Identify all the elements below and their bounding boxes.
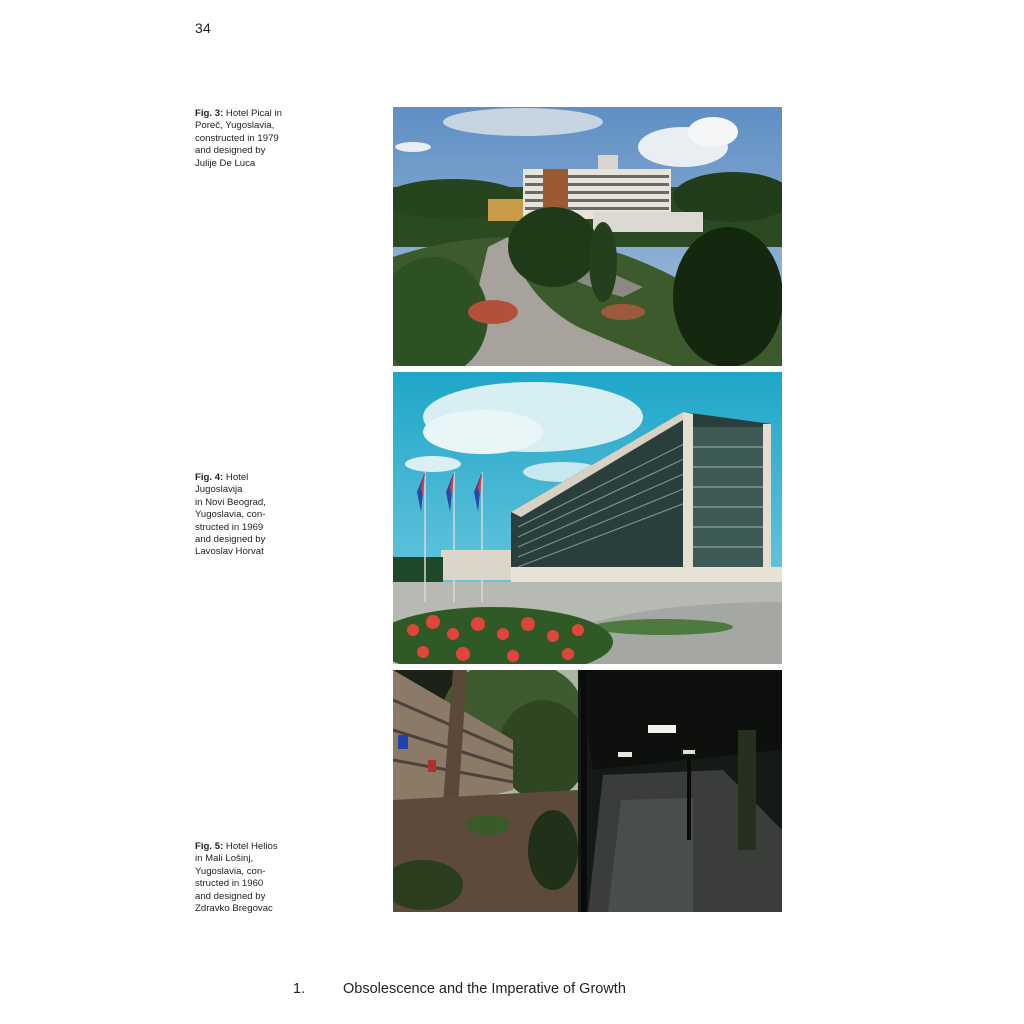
figure-3-caption-line: and designed by xyxy=(195,145,266,157)
figure-5-caption-line: structed in 1960 xyxy=(195,878,264,890)
figure-5-photo xyxy=(393,670,782,912)
figure-3-caption-line: Hotel Pical in xyxy=(225,108,282,119)
figure-5-label: Fig. 5: xyxy=(195,841,224,852)
figure-5-caption-line: in Mali Lošinj, xyxy=(195,853,254,865)
figure-4-caption-line: Yugoslavia, con- xyxy=(195,509,266,521)
figure-3-caption xyxy=(195,108,295,170)
figure-3-caption-line: Poreč, Yugoslavia, xyxy=(195,120,275,132)
figure-4-caption-line: and designed by xyxy=(195,534,266,546)
figure-5-caption-line: Hotel Helios xyxy=(225,841,278,852)
figure-4-caption-line: Jugoslavija xyxy=(195,484,243,496)
footer-section-number: 1. xyxy=(293,981,306,997)
footer-section-title: Obsolescence and the Imperative of Growth xyxy=(343,981,626,997)
figure-4-caption xyxy=(195,472,295,559)
figure-3-photo xyxy=(393,107,782,366)
figure-3-caption-line: constructed in 1979 xyxy=(195,132,279,144)
figure-4-caption-line: structed in 1969 xyxy=(195,521,264,533)
figure-5-caption xyxy=(195,841,295,915)
figure-4-caption-line: Lavoslav Horvat xyxy=(195,546,264,558)
figure-4-photo xyxy=(393,372,782,664)
figure-5-caption-line: Zdravko Bregovac xyxy=(195,903,273,915)
figure-5-caption-line: Yugoslavia, con- xyxy=(195,865,266,877)
figure-4-label: Fig. 4: xyxy=(195,472,224,483)
figure-4-caption-line: Hotel xyxy=(225,472,249,483)
figure-4-caption-line: in Novi Beograd, xyxy=(195,496,266,508)
figure-5-caption-line: and designed by xyxy=(195,890,266,902)
figure-3-caption-line: Julije De Luca xyxy=(195,157,256,169)
page-number: 34 xyxy=(195,20,211,36)
figure-3-label: Fig. 3: xyxy=(195,108,224,119)
